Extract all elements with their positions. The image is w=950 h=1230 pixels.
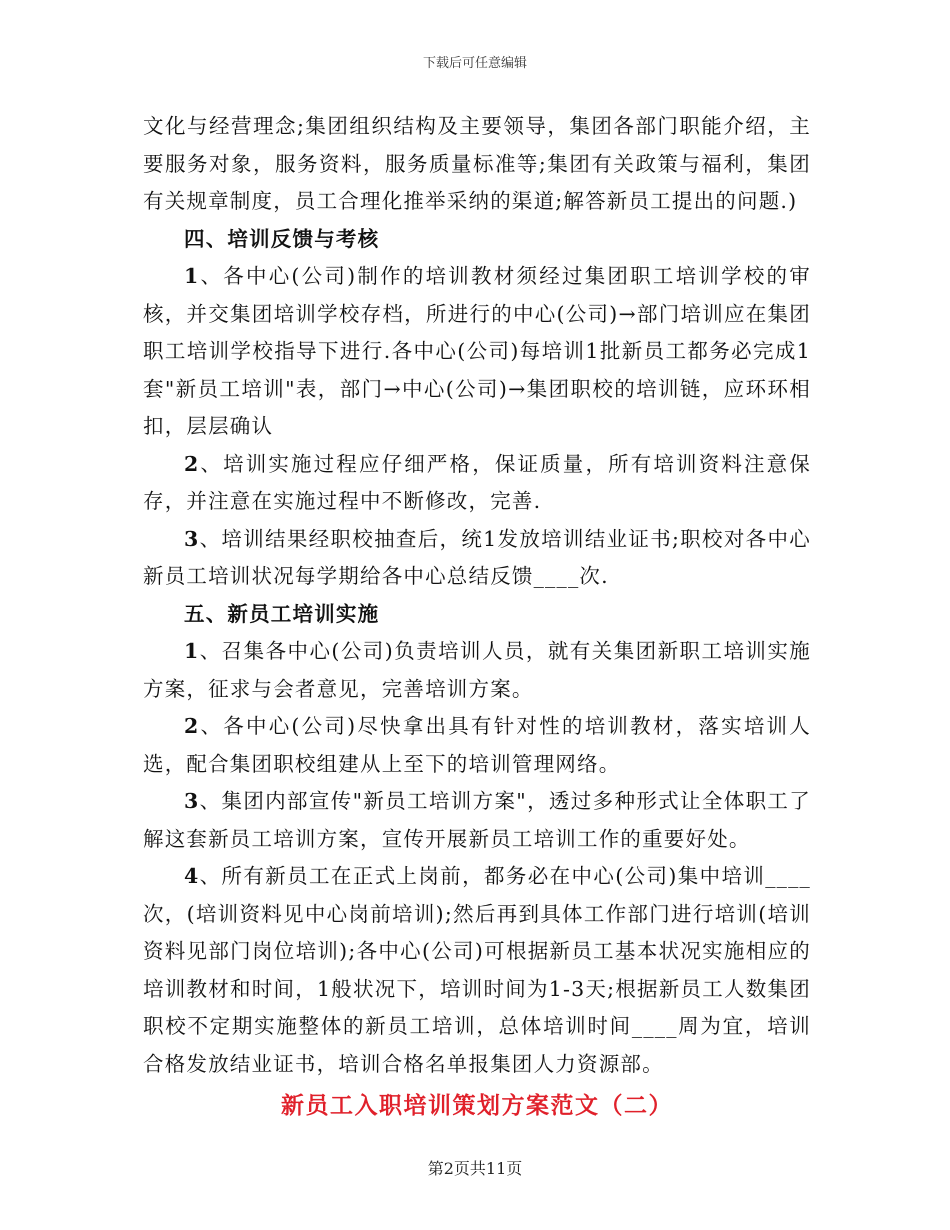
list-item	[143, 633, 811, 708]
section-heading-feedback: 四、培训反馈与考核	[184, 226, 380, 251]
item-number: 4	[184, 864, 200, 888]
next-document-title: 新员工入职培训策划方案范文（二）	[281, 1092, 673, 1119]
header-note: 下载后可任意编辑	[422, 56, 527, 71]
item-number: 1	[184, 264, 200, 288]
list-item	[143, 446, 811, 521]
list-item	[143, 521, 811, 596]
item-text: 、集团内部宣传"新员工培训方案"，透过多种形式让全体职工了解这套新员工培训方案，宣传开展新员工培训工作的重要好处。	[143, 789, 811, 851]
page-footer: 第2页共11页	[427, 1159, 523, 1178]
list-item	[143, 258, 811, 446]
item-number: 1	[184, 639, 200, 663]
item-text: 、培训结果经职校抽查后，统1发放培训结业证书;职校对各中心新员工培训状况每学期给各中心总结反馈____次.	[143, 526, 811, 588]
item-text: 、培训实施过程应仔细严格，保证质量，所有培训资料注意保存，并注意在实施过程中不断修改，完善.	[143, 451, 811, 513]
list-item	[143, 708, 811, 783]
item-text: 、所有新员工在正式上岗前，都务必在中心(公司)集中培训____次，(培训资料见中心岗前培训);然后再到具体工作部门进行培训(培训资料见部门岗位培训);各中心(公司)可根据新员工基本状况实施相应的培训教材和时间，1般状况下，培训时间为1-3天;根据新员工人数集团职校不定期实施整体的新员工培训，总体培训时间____周为宜，培训合格发放结业证书，培训合格名单报集团人力资源部。	[143, 864, 811, 1076]
document-body	[143, 108, 811, 1125]
item-text: 、各中心(公司)制作的培训教材须经过集团职工培训学校的审核，并交集团培训学校存档，所进行的中心(公司)→部门培训应在集团职工培训学校指导下进行.各中心(公司)每培训1批新员工都务必完成1套"新员工培训"表，部门→中心(公司)→集团职校的培训链，应环环相扣，层层确认	[143, 264, 811, 438]
intro-paragraph: 文化与经营理念;集团组织结构及主要领导，集团各部门职能介绍，主要服务对象，服务资料，服务质量标准等;集团有关政策与福利，集团有关规章制度，员工合理化推举采纳的渠道;解答新员工提出的问题.)	[143, 114, 811, 213]
item-number: 2	[184, 451, 200, 476]
item-text: 、召集各中心(公司)负责培训人员，就有关集团新职工培训实施方案，征求与会者意见，完善培训方案。	[143, 639, 811, 701]
list-item	[143, 858, 811, 1083]
list-item	[143, 783, 811, 858]
section-heading-implementation: 五、新员工培训实施	[184, 601, 380, 626]
item-number: 3	[184, 526, 200, 551]
item-text: 、各中心(公司)尽快拿出具有针对性的培训教材，落实培训人选，配合集团职校组建从上至下的培训管理网络。	[143, 714, 811, 776]
item-number: 3	[184, 789, 200, 813]
item-number: 2	[184, 714, 200, 738]
